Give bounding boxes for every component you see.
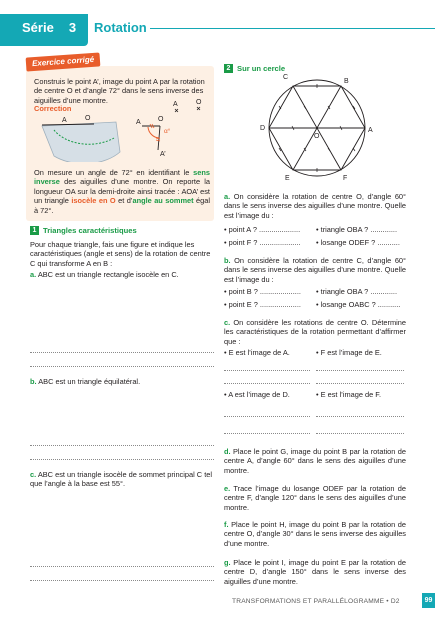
- exercise-2-question-b: [224, 256, 406, 284]
- exercise-2-question-c: [224, 318, 406, 346]
- exercise-1-question-b: [30, 377, 212, 386]
- ref-label-a: A: [173, 101, 178, 108]
- fig2-label-alpha: α°: [164, 128, 171, 135]
- label-b: B: [344, 78, 349, 85]
- answer-line[interactable]: [224, 370, 310, 371]
- title-rule: [150, 28, 435, 29]
- question-c-text: ABC est un triangle isocèle de sommet principal C tel que l’angle à la base est 55°.: [30, 470, 212, 489]
- answer-line[interactable]: [30, 566, 214, 567]
- label-a: A: [368, 127, 373, 134]
- serie-label: Série: [22, 20, 54, 35]
- q2a-item-losange-odef: • losange ODEF ? ...........: [316, 238, 400, 247]
- answer-line[interactable]: [316, 433, 404, 434]
- fig-label-o: O: [85, 115, 91, 122]
- tick-marks-oa-prime: [156, 138, 160, 141]
- exercise-1-heading: Triangles caractéristiques: [43, 226, 137, 235]
- fig2-label-o: O: [158, 116, 164, 123]
- q2d-letter: d.: [224, 447, 231, 456]
- fig2-label-a-prime: A’: [160, 151, 166, 158]
- q2g-letter: g.: [224, 558, 231, 567]
- corrected-explanation: [34, 168, 210, 215]
- exercise-2-question-g: [224, 558, 406, 586]
- answer-line[interactable]: [30, 459, 214, 460]
- protractor-figure: [34, 112, 126, 162]
- page-header: [0, 0, 435, 46]
- q2c-item-a-image-d: • A est l’image de D.: [224, 390, 290, 399]
- label-d: D: [260, 125, 266, 132]
- exercise-2-question-a: [224, 192, 406, 220]
- page-number: 99: [422, 593, 435, 608]
- page-title: Rotation: [94, 20, 147, 35]
- answer-line[interactable]: [316, 383, 404, 384]
- question-b-text: ABC est un triangle équilatéral.: [38, 377, 141, 386]
- exercise-2-question-e: [224, 484, 406, 512]
- exercise-1-number: 1: [30, 226, 39, 235]
- q2c-text: On considère les rotations de centre O. Détermine les caractéristiques de la rotation permettant d’affirmer que :: [224, 318, 406, 346]
- label-c: C: [283, 74, 289, 81]
- explain-part-4: égal à 72°.: [34, 196, 211, 215]
- q2b-letter: b.: [224, 256, 231, 265]
- question-a-letter: a.: [30, 270, 37, 279]
- hexagon-circle-figure: [258, 70, 378, 182]
- serie-number: 3: [68, 20, 77, 35]
- q2b-item-triangle-oba: • triangle OBA ? .............: [316, 287, 398, 296]
- q2e-text: Trace l’image du losange ODEF par la rotation de centre F, d’angle 120° dans le sens des aiguilles d’une montre.: [224, 484, 406, 512]
- answer-line[interactable]: [224, 416, 310, 417]
- exercise-1-intro: Pour chaque triangle, fais une figure et indique les caractéristiques (angle et sens) de la rotation de centre C qui transforme A en B :: [30, 240, 211, 268]
- q2g-text: Place le point I, image du point E par la rotation de centre D, d’angle 150° dans le sens inverse des aiguilles d’une montre.: [224, 558, 406, 586]
- q2c-item-f-image-e: • F est l’image de E.: [316, 348, 382, 357]
- exercise-1-question-c: [30, 470, 212, 489]
- angle-arc: [148, 127, 159, 138]
- q2f-text: Place le point H, image du point B par la rotation de centre O, d’angle 30° dans le sens inverse des aiguilles d’une montre.: [224, 520, 406, 548]
- q2f-letter: f.: [224, 520, 229, 529]
- q2a-text: On considère la rotation de centre O, d’angle 60° dans le sens inverse des aiguilles d’une montre. Quelle est l’image du :: [224, 192, 407, 220]
- q2a-item-point-f: • point F ? ....................: [224, 238, 301, 247]
- q2b-item-point-b: • point B ? ....................: [224, 287, 301, 296]
- corrected-intro: Construis le point A’, image du point A par la rotation de centre O et d’angle 72° dans le sens inverse des aiguilles d’une montre.: [34, 77, 205, 105]
- exercise-1-title: [30, 226, 137, 236]
- corrected-exercise-badge: Exercice corrigé: [26, 52, 101, 71]
- explain-isocele: isocèle en O: [71, 196, 116, 206]
- answer-line[interactable]: [30, 366, 214, 367]
- footer-chapter: TRANSFORMATIONS ET PARALLÉLOGRAMME • D2: [232, 598, 400, 605]
- correction-label: Correction: [34, 104, 72, 113]
- ref-label-o: O: [196, 99, 202, 106]
- q2c-item-e-image-f: • E est l’image de F.: [316, 390, 382, 399]
- q2c-row-2: [224, 390, 381, 399]
- label-e: E: [285, 175, 290, 182]
- q2b-row-2: [224, 300, 400, 309]
- answer-line[interactable]: [224, 433, 310, 434]
- q2e-letter: e.: [224, 484, 231, 493]
- answer-line[interactable]: [316, 416, 404, 417]
- q2b-item-losange-oabc: • losange OABC ? ...........: [316, 300, 401, 309]
- exercise-2-question-f: [224, 520, 406, 548]
- q2a-row-2: [224, 238, 400, 247]
- exercise-2-number: 2: [224, 64, 233, 73]
- q2b-row-1: [224, 287, 397, 296]
- q2a-letter: a.: [224, 192, 231, 201]
- fig2-label-a: A: [136, 119, 141, 126]
- explain-angle-sommet: angle au sommet: [132, 196, 194, 206]
- question-c-letter: c.: [30, 470, 37, 479]
- answer-line[interactable]: [316, 370, 404, 371]
- q2a-row-1: [224, 225, 397, 234]
- q2c-item-e-image-a: • E est l’image de A.: [224, 348, 290, 357]
- q2b-item-point-e: • point E ? ....................: [224, 300, 301, 309]
- label-o: O: [314, 133, 320, 140]
- answer-line[interactable]: [30, 352, 214, 353]
- exercise-2-question-d: [224, 447, 406, 475]
- ref-cross-o: [197, 107, 200, 110]
- protractor-shape: [42, 122, 120, 162]
- exercise-1-question-a: [30, 270, 212, 279]
- q2c-row-1: [224, 348, 382, 357]
- q2d-text: Place le point G, image du point B par la rotation de centre A, d’angle 60° dans le sens des aiguilles d’une montre.: [224, 447, 406, 475]
- explain-part-3: et d’: [118, 196, 133, 206]
- q2a-item-triangle-oba: • triangle OBA ? .............: [316, 225, 398, 234]
- label-f: F: [343, 175, 348, 182]
- question-a-text: ABC est un triangle rectangle isocèle en C.: [37, 270, 179, 279]
- explain-part-1: On mesure un angle de 72° en identifiant le: [34, 168, 190, 177]
- explain-sens-inverse: sens inverse: [34, 168, 210, 187]
- fig-label-a: A: [62, 117, 67, 124]
- answer-line[interactable]: [30, 445, 214, 446]
- q2a-item-point-a: • point A ? ....................: [224, 225, 301, 234]
- exercise-2-heading: Sur un cercle: [237, 64, 286, 73]
- answer-line[interactable]: [30, 580, 214, 581]
- q2b-text: On considère la rotation de centre C, d’angle 60° dans le sens inverse des aiguilles d’une montre. Quelle est l’image du :: [224, 256, 406, 284]
- answer-line[interactable]: [224, 383, 310, 384]
- question-b-letter: b.: [30, 377, 37, 386]
- q2c-letter: c.: [224, 318, 231, 327]
- explain-part-2: des aiguilles d’une montre. On reporte la longueur OA sur la demi-droite ainsi tracée : AOA’ est un triangle: [34, 177, 210, 206]
- rotation-figure: [134, 112, 178, 160]
